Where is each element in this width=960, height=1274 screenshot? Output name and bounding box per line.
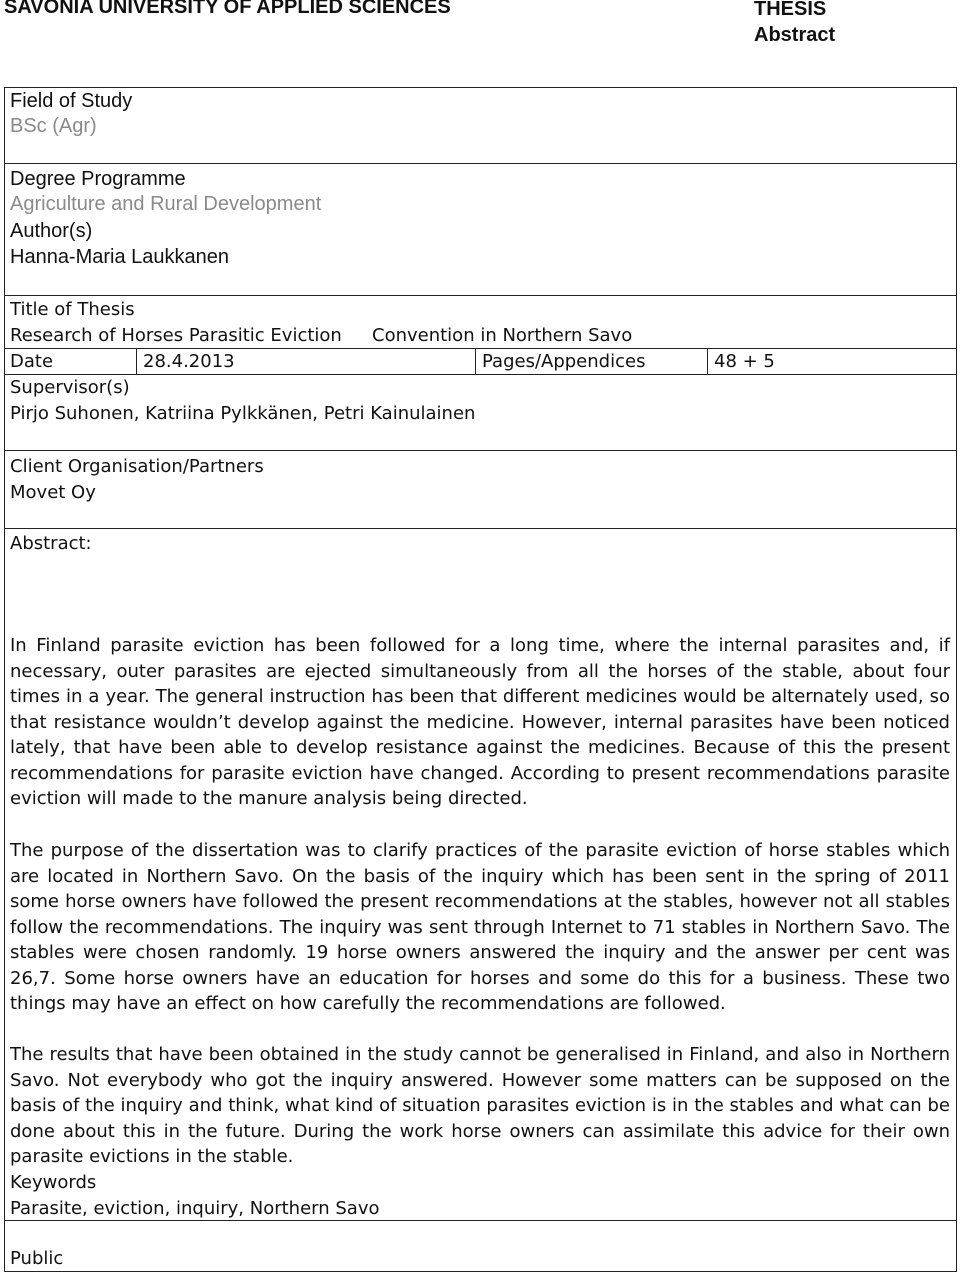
- divider: [5, 374, 956, 375]
- keywords-value: Parasite, eviction, inquiry, Northern Savo: [10, 1198, 380, 1219]
- cell-separator: [707, 348, 708, 374]
- date-label: Date: [10, 351, 54, 372]
- divider: [5, 528, 956, 529]
- doc-type-thesis: THESIS: [754, 0, 827, 20]
- abstract-paragraph-2: The purpose of the dissertation was to clarify practices of the parasite eviction of horse stables which are located in Northern Savo. On the basis of the inquiry which has been sent in the spring of 2011 some horse owners have followed the present recommendations at the stables, however not all stables follow the recommendations. The inquiry was sent through Internet to 71 stables in Northern Savo. The stables were chosen randomly. 19 horse owners answered the inquiry and the answer per cent was 26,7. Some horse owners have an education for horses and some do this for a business. These two things may have an effect on how carefully the recommendations are followed.: [10, 840, 950, 1014]
- date-value: 28.4.2013: [143, 351, 235, 372]
- field-of-study-label: Field of Study: [10, 90, 133, 112]
- pages-value: 48 + 5: [714, 351, 775, 372]
- client-value: Movet Oy: [10, 482, 96, 503]
- authors-label: Author(s): [10, 220, 93, 242]
- divider: [5, 450, 956, 451]
- supervisors-value: Pirjo Suhonen, Katriina Pylkkänen, Petri Kainulainen: [10, 403, 476, 424]
- access-value: Public: [10, 1248, 64, 1269]
- document-type: [754, 0, 835, 48]
- abstract-paragraph-3: The results that have been obtained in the study cannot be generalised in Finland, and also in Northern Savo. Not everybody who got the inquiry answered. However some matters can be supposed on the basis of the inquiry and think, what kind of situation parasites eviction is in the stables and what can be done about this in the future. During the work horse owners can assimilate this advice for their own parasite evictions in the stable.: [10, 1044, 950, 1167]
- thesis-title-value-2: Convention in Northern Savo: [372, 325, 633, 346]
- doc-type-abstract: Abstract: [754, 24, 836, 46]
- supervisors-label: Supervisor(s): [10, 377, 130, 398]
- thesis-title-value-1: Research of Horses Parasitic Eviction: [10, 325, 342, 346]
- pages-label: Pages/Appendices: [482, 351, 646, 372]
- document-header: [0, 0, 960, 60]
- client-label: Client Organisation/Partners: [10, 456, 264, 477]
- abstract-label: Abstract:: [10, 533, 92, 554]
- divider: [5, 1220, 956, 1221]
- authors-value: Hanna-Maria Laukkanen: [10, 246, 230, 268]
- abstract-paragraph-1: In Finland parasite eviction has been followed for a long time, where the internal parasites and, if necessary, outer parasites are ejected simultaneously from all the horses of the stable, about four times in a year. The general instruction has been that different medicines would be alternately used, so that resistance wouldn’t develop against the medicine. However, internal parasites have been noticed lately, that have been able to develop resistance against the medicines. Because of this the present recommendations for parasite eviction have changed. According to present recommendations parasite eviction will made to the manure analysis being directed.: [10, 635, 950, 809]
- thesis-title-label: Title of Thesis: [10, 299, 135, 320]
- keywords-label: Keywords: [10, 1172, 97, 1193]
- field-of-study-value: BSc (Agr): [10, 115, 97, 137]
- degree-programme-value: Agriculture and Rural Development: [10, 193, 322, 215]
- university-name: SAVONIA UNIVERSITY OF APPLIED SCIENCES: [4, 0, 451, 18]
- cell-separator: [475, 348, 476, 374]
- abstract-form: [4, 87, 957, 1272]
- divider: [5, 295, 956, 296]
- degree-programme-label: Degree Programme: [10, 168, 186, 190]
- divider: [5, 163, 956, 164]
- cell-separator: [136, 348, 137, 374]
